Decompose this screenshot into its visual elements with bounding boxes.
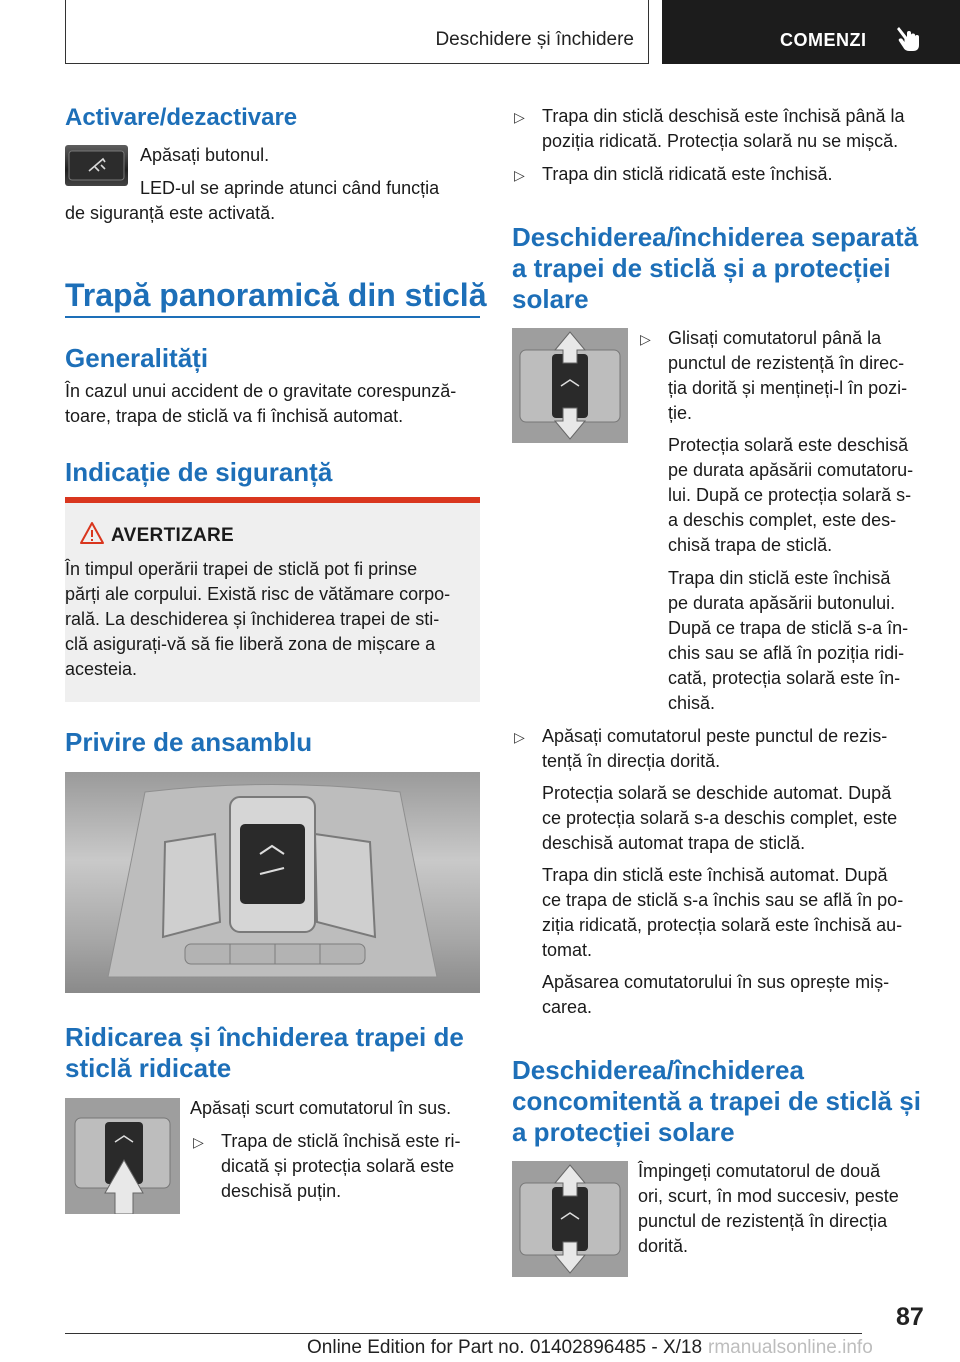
top-bullet-1a: Trapa din sticlă deschisă este închisă până la	[542, 106, 905, 126]
activare-text-2a: LED-ul se aprinde atunci când funcția	[140, 178, 440, 198]
bullet-marker: ▷	[514, 109, 525, 125]
warning-line-3: rală. La deschiderea și închiderea trapei de sti-	[65, 609, 440, 629]
sep-bullet1-4: ție.	[668, 403, 693, 423]
heading-separata-2: a trapei de sticlă și a protecției	[512, 253, 891, 283]
heading-activare: Activare/dezactivare	[65, 104, 298, 131]
ridicarea-bullet-3: deschisă puțin.	[221, 1181, 342, 1201]
switch-updown-illustration	[512, 328, 628, 443]
warning-line-2: părți ale corpului. Există risc de vătămare corpo-	[65, 584, 451, 604]
top-bullet-2: Trapa din sticlă ridicată este închisă.	[542, 164, 833, 184]
sep-p2-2: pe durata apăsării butonului.	[668, 593, 896, 613]
overview-console-image	[65, 772, 480, 993]
generalitati-line-1: În cazul unui accident de o gravitate corespunză-	[65, 381, 457, 401]
heading-rule	[65, 316, 480, 318]
switch-updown-illustration	[512, 1161, 628, 1277]
sep-p3-1: Protecția solară se deschide automat. După	[542, 783, 892, 803]
warning-box	[65, 497, 480, 702]
heading-privire: Privire de ansamblu	[65, 727, 313, 757]
switch-updown-image-2	[512, 1161, 628, 1277]
heading-ridicarea-1: Ridicarea și închiderea trapei de	[65, 1022, 464, 1052]
sep-p2-6: chisă.	[668, 693, 716, 713]
bullet-marker: ▷	[193, 1134, 204, 1150]
footer-rule	[65, 1333, 862, 1334]
heading-separata-3: solare	[512, 284, 589, 314]
page-header	[0, 0, 960, 66]
sep-p2-4: chis sau se află în poziția ridi-	[668, 643, 905, 663]
sep-bullet2-2: tență în direcția dorită.	[542, 751, 721, 771]
sep-p1-1: Protecția solară este deschisă	[668, 435, 909, 455]
heading-generalitati: Generalități	[65, 343, 209, 373]
warning-triangle-icon	[79, 521, 105, 545]
sep-p4-1: Trapa din sticlă este închisă automat. După	[542, 865, 888, 885]
conc-text-2: ori, scurt, în mod succesiv, peste	[638, 1186, 899, 1206]
sep-p4-4: tomat.	[542, 940, 593, 960]
safety-button-image	[65, 145, 128, 186]
heading-concomitenta-3: a protecției solare	[512, 1117, 735, 1147]
sep-p3-3: deschisă automat trapa de sticlă.	[542, 833, 806, 853]
sep-p1-2: pe durata apăsării comutatoru-	[668, 460, 914, 480]
sep-p3-2: ce protecția solară s-a deschis complet, este	[542, 808, 898, 828]
conc-text-4: dorită.	[638, 1236, 689, 1256]
ridicarea-bullet-1: Trapa de sticlă închisă este ri-	[221, 1131, 461, 1151]
warning-line-5: acesteia.	[65, 659, 138, 679]
sep-bullet1-3: ția dorită și mențineți-l în pozi-	[668, 378, 908, 398]
switch-up-illustration	[65, 1098, 180, 1214]
conc-text-3: punctul de rezistență în direcția	[638, 1211, 888, 1231]
sep-p4-3: ziția ridicată, protecția solară este închisă au-	[542, 915, 903, 935]
ridicarea-bullet-2: dicată și protecția solară este	[221, 1156, 455, 1176]
bullet-marker: ▷	[514, 729, 525, 745]
section-tab	[65, 0, 649, 64]
switch-updown-image-1	[512, 328, 628, 443]
heading-ridicarea-2: sticlă ridicate	[65, 1053, 232, 1083]
sep-bullet2-1: Apăsați comutatorul peste punctul de rezis-	[542, 726, 888, 746]
warning-title: AVERTIZARE	[111, 525, 234, 546]
heading-concomitenta-1: Deschiderea/închiderea	[512, 1055, 804, 1085]
sep-p1-5: chisă trapa de sticlă.	[668, 535, 833, 555]
sep-p1-4: a deschis complet, este des-	[668, 510, 897, 530]
sep-p5-2: carea.	[542, 997, 593, 1017]
activare-text-1: Apăsați butonul.	[140, 145, 270, 165]
chapter-title: COMENZI	[780, 30, 867, 50]
sep-p5-1: Apăsarea comutatorului în sus oprește miș-	[542, 972, 890, 992]
sep-bullet1-1: Glisați comutatorul până la	[668, 328, 882, 348]
button-symbol-icon	[65, 145, 128, 186]
warning-accent-bar	[65, 497, 480, 503]
warning-line-1: În timpul operării trapei de sticlă pot fi prinse	[65, 559, 418, 579]
ridicarea-text: Apăsați scurt comutatorul în sus.	[190, 1098, 452, 1118]
switch-up-image	[65, 1098, 180, 1214]
sep-p2-1: Trapa din sticlă este închisă	[668, 568, 891, 588]
bullet-marker: ▷	[640, 331, 651, 347]
sep-p4-2: ce trapa de sticlă s-a închis sau se află în po-	[542, 890, 904, 910]
sep-p2-3: După ce trapa de sticlă s-a în-	[668, 618, 909, 638]
page-number: 87	[896, 1303, 924, 1331]
sep-p2-5: cată, protecția solară este în-	[668, 668, 901, 688]
heading-trapa-panoramica: Trapă panoramică din sticlă	[65, 277, 487, 313]
chapter-tab	[662, 0, 960, 64]
heading-concomitenta-2: concomitentă a trapei de sticlă și	[512, 1086, 921, 1116]
heading-indicatie: Indicație de siguranță	[65, 457, 333, 487]
overhead-console-illustration	[65, 772, 480, 993]
footer-edition: Online Edition for Part no. 01402896485 - X/18	[307, 1337, 703, 1358]
conc-text-1: Împingeți comutatorul de două	[638, 1161, 881, 1181]
sep-bullet1-2: punctul de rezistență în direc-	[668, 353, 905, 373]
warning-line-4: clă asigurați-vă să fie liberă zona de mișcare a	[65, 634, 436, 654]
bullet-marker: ▷	[514, 167, 525, 183]
watermark: rmanualsonline.info	[708, 1337, 873, 1358]
pointing-hand-icon	[894, 24, 924, 54]
top-bullet-1b: poziția ridicată. Protecția solară nu se mișcă.	[542, 131, 899, 151]
sep-p1-3: lui. După ce protecția solară s-	[668, 485, 912, 505]
activare-text-2b: de siguranță este activată.	[65, 203, 276, 223]
heading-separata-1: Deschiderea/închiderea separată	[512, 222, 919, 252]
generalitati-line-2: toare, trapa de sticlă va fi închisă automat.	[65, 406, 404, 426]
section-title: Deschidere și închidere	[435, 29, 634, 50]
